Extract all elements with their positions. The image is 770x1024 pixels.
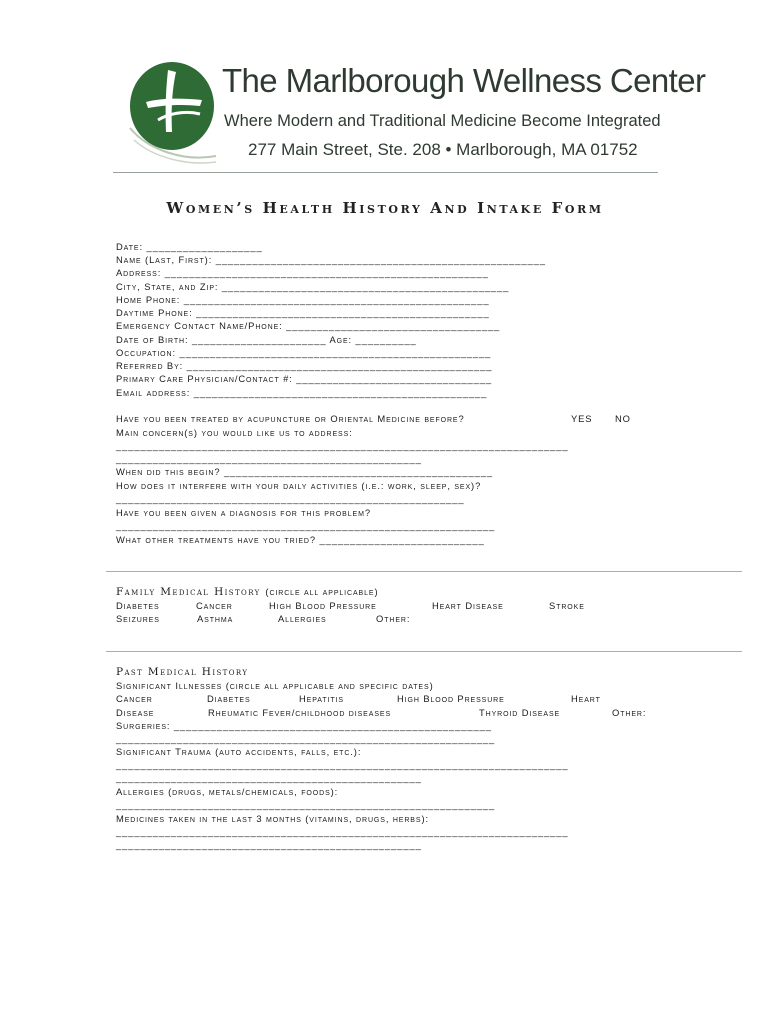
emergency-contact-field[interactable]: Emergency Contact Name/Phone: ___________________________________ bbox=[116, 320, 501, 331]
main-concern-blank-1[interactable]: __________________________________________________________________________ bbox=[116, 440, 569, 451]
form-title: Women’s Health History And Intake Form bbox=[166, 199, 604, 217]
family-option-seizures[interactable]: Seizures bbox=[116, 613, 160, 624]
illness-option-thyroid-disease[interactable]: Thyroid Disease bbox=[479, 707, 561, 718]
wellness-center-logo bbox=[128, 58, 218, 168]
family-option-high-blood-pressure[interactable]: High Blood Pressure bbox=[269, 600, 377, 611]
main-concern-blank-2[interactable]: __________________________________________________ bbox=[116, 453, 422, 464]
home-phone-field[interactable]: Home Phone: __________________________________________________ bbox=[116, 294, 490, 305]
trauma-blank-2[interactable]: __________________________________________________ bbox=[116, 772, 422, 783]
org-tagline: Where Modern and Traditional Medicine Become Integrated bbox=[224, 112, 661, 130]
city-state-zip-field[interactable]: City, State, and Zip: _______________________________________________ bbox=[116, 281, 510, 292]
family-option-heart-disease[interactable]: Heart Disease bbox=[432, 600, 504, 611]
family-history-title bbox=[116, 586, 379, 598]
section-divider bbox=[106, 651, 742, 652]
yes-option[interactable]: YES bbox=[571, 413, 593, 424]
medicines-blank-1[interactable]: __________________________________________________________________________ bbox=[116, 826, 569, 837]
physician-field[interactable]: Primary Care Physician/Contact #: ________________________________ bbox=[116, 373, 492, 384]
surgeries-field[interactable]: Surgeries: ____________________________________________________ bbox=[116, 720, 492, 731]
medicines-blank-2[interactable]: __________________________________________________ bbox=[116, 839, 422, 850]
interfere-blank[interactable]: _________________________________________________________ bbox=[116, 493, 465, 504]
family-history-heading: Family Medical History bbox=[116, 586, 261, 598]
family-option-asthma[interactable]: Asthma bbox=[197, 613, 234, 624]
trauma-blank-1[interactable]: __________________________________________________________________________ bbox=[116, 759, 569, 770]
daytime-phone-field[interactable]: Daytime Phone: ________________________________________________ bbox=[116, 307, 490, 318]
org-address: 277 Main Street, Ste. 208 • Marlborough, MA 01752 bbox=[248, 140, 638, 159]
allergies-blank[interactable]: ______________________________________________________________ bbox=[116, 799, 496, 810]
illness-option-rheumatic-fever[interactable]: Rheumatic Fever/childhood diseases bbox=[208, 707, 392, 718]
other-treatments-field[interactable]: What other treatments have you tried? ___________________________ bbox=[116, 534, 485, 545]
date-field[interactable]: Date: ___________________ bbox=[116, 241, 263, 252]
when-begin-field[interactable]: When did this begin? ____________________________________________ bbox=[116, 466, 493, 477]
medicines-label: Medicines taken in the last 3 months (vitamins, drugs, herbs): bbox=[116, 813, 429, 824]
occupation-field[interactable]: Occupation: ___________________________________________________ bbox=[116, 347, 492, 358]
past-history-title: Past Medical History bbox=[116, 666, 249, 678]
trauma-label: Significant Trauma (auto accidents, falls, etc.): bbox=[116, 746, 362, 757]
family-history-note: (circle all applicable) bbox=[265, 586, 379, 597]
illness-option-diabetes[interactable]: Diabetes bbox=[207, 693, 251, 704]
interfere-label: How does it interfere with your daily activities (i.e.: work, sleep, sex)? bbox=[116, 480, 482, 491]
surgeries-blank[interactable]: ______________________________________________________________ bbox=[116, 733, 496, 744]
illness-option-hepatitis[interactable]: Hepatitis bbox=[299, 693, 344, 704]
family-option-cancer[interactable]: Cancer bbox=[196, 600, 233, 611]
address-field[interactable]: Address: _____________________________________________________ bbox=[116, 267, 489, 278]
family-option-diabetes[interactable]: Diabetes bbox=[116, 600, 160, 611]
no-option[interactable]: NO bbox=[615, 413, 631, 424]
org-name: The Marlborough Wellness Center bbox=[222, 62, 706, 99]
referred-by-field[interactable]: Referred By: __________________________________________________ bbox=[116, 360, 493, 371]
family-option-other[interactable]: Other: bbox=[376, 613, 411, 624]
allergies-label: Allergies (drugs, metals/chemicals, foods): bbox=[116, 786, 339, 797]
header-divider bbox=[113, 172, 658, 173]
illness-option-cancer[interactable]: Cancer bbox=[116, 693, 153, 704]
significant-illnesses-label: Significant Illnesses (circle all applicable and specific dates) bbox=[116, 680, 434, 691]
illness-option-disease[interactable]: Disease bbox=[116, 707, 155, 718]
name-field[interactable]: Name (Last, First): ______________________________________________________ bbox=[116, 254, 546, 265]
main-concern-label: Main concern(s) you would like us to address: bbox=[116, 427, 353, 438]
acupuncture-question: Have you been treated by acupuncture or Oriental Medicine before? bbox=[116, 413, 465, 424]
illness-option-other[interactable]: Other: bbox=[612, 707, 647, 718]
illness-option-heart[interactable]: Heart bbox=[571, 693, 601, 704]
diagnosis-blank[interactable]: ______________________________________________________________ bbox=[116, 520, 496, 531]
email-field[interactable]: Email address: ________________________________________________ bbox=[116, 387, 488, 398]
family-option-allergies[interactable]: Allergies bbox=[278, 613, 327, 624]
family-option-stroke[interactable]: Stroke bbox=[549, 600, 585, 611]
section-divider bbox=[106, 571, 742, 572]
illness-option-high-blood-pressure[interactable]: High Blood Pressure bbox=[397, 693, 505, 704]
dob-age-field[interactable]: Date of Birth: ______________________ Age: __________ bbox=[116, 334, 417, 345]
diagnosis-label: Have you been given a diagnosis for this problem? bbox=[116, 507, 371, 518]
